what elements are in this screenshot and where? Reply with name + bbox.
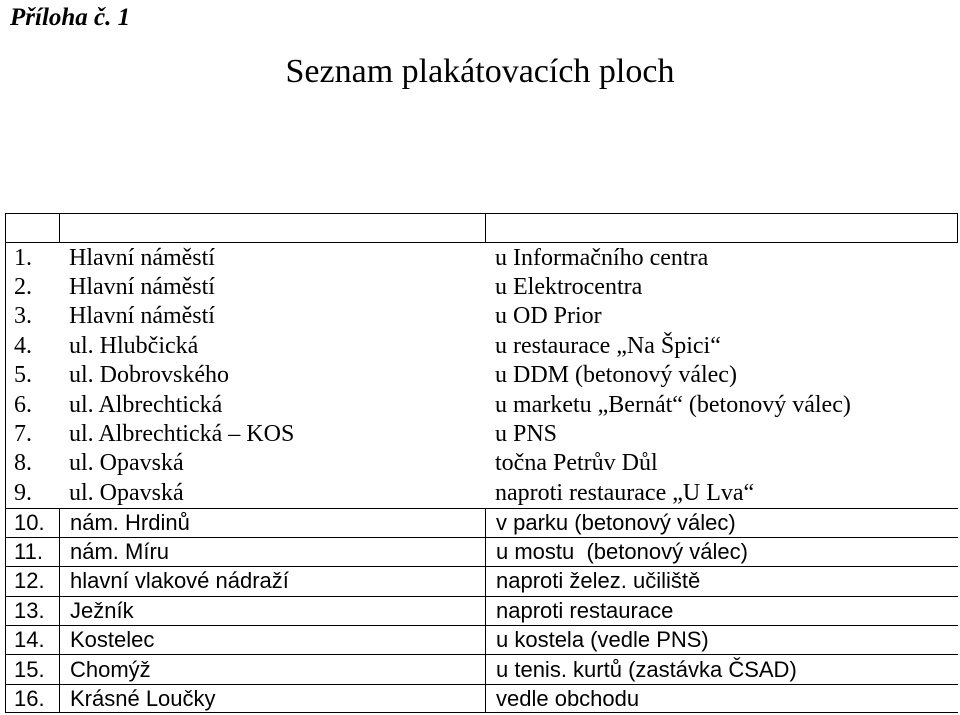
table-row [5, 508, 958, 537]
table-header-row [5, 213, 958, 243]
row-location: ul. Opavská [69, 479, 184, 506]
row-number: 3. [14, 303, 32, 330]
row-number: 2. [14, 274, 32, 301]
table-row [5, 684, 958, 713]
row-location: nám. Hrdinů [59, 509, 485, 537]
row-site: naproti restaurace „U Lva“ [495, 479, 755, 506]
row-site: u OD Prior [495, 303, 602, 330]
row-number: 10. [14, 509, 45, 535]
row-site: u Informačního centra [495, 244, 709, 271]
row-location: ul. Albrechtická [69, 391, 223, 418]
table-row [5, 419, 958, 448]
row-site: točna Petrův Důl [495, 450, 658, 477]
row-number: 12. [14, 568, 45, 594]
row-number: 6. [14, 391, 32, 418]
table-row [5, 331, 958, 360]
row-site: u kostela (vedle PNS) [485, 626, 958, 654]
row-site: u mostu (betonový válec) [485, 538, 958, 566]
row-location: Hlavní náměstí [69, 274, 215, 301]
table-row [5, 272, 958, 301]
table-row [5, 537, 958, 566]
row-number: 8. [14, 450, 32, 477]
row-number: 14. [14, 627, 45, 653]
row-number: 15. [14, 656, 45, 682]
table-row [5, 596, 958, 625]
header-cell-number [6, 214, 59, 242]
row-location: Krásné Loučky [59, 685, 485, 712]
table-row [5, 390, 958, 419]
row-site: vedle obchodu [485, 685, 958, 712]
row-location: Ježník [59, 597, 485, 625]
table-row [5, 449, 958, 478]
row-site: u Elektrocentra [495, 274, 643, 301]
table-row [5, 654, 958, 683]
row-location: Chomýž [59, 655, 485, 683]
row-location: Kostelec [59, 626, 485, 654]
row-site: naproti restaurace [485, 597, 958, 625]
row-location: nám. Míru [59, 538, 485, 566]
table-row [5, 243, 958, 272]
row-number: 4. [14, 332, 32, 359]
billboard-table [5, 213, 958, 713]
row-number: 1. [14, 244, 32, 271]
row-number: 16. [14, 685, 45, 711]
row-location: Hlavní náměstí [69, 244, 215, 271]
header-cell-location [59, 214, 485, 242]
row-site: u tenis. kurtů (zastávka ČSAD) [485, 655, 958, 683]
row-location: ul. Dobrovského [69, 362, 229, 389]
row-number: 9. [14, 479, 32, 506]
annex-label: Příloha č. 1 [10, 4, 131, 31]
table-row [5, 625, 958, 654]
row-number: 5. [14, 362, 32, 389]
row-number: 7. [14, 421, 32, 448]
row-location: Hlavní náměstí [69, 303, 215, 330]
table-row [5, 566, 958, 595]
row-location: ul. Hlubčická [69, 332, 199, 359]
row-number: 11. [14, 539, 43, 565]
row-site: u marketu „Bernát“ (betonový válec) [495, 391, 851, 418]
row-location: ul. Opavská [69, 450, 184, 477]
table-row [5, 361, 958, 390]
row-location: hlavní vlakové nádraží [59, 567, 485, 595]
header-cell-site [485, 214, 957, 242]
row-site: naproti želez. učiliště [485, 567, 958, 595]
row-number: 13. [14, 597, 45, 623]
document-title: Seznam plakátovacích ploch [285, 53, 675, 90]
row-location: ul. Albrechtická – KOS [69, 421, 295, 448]
row-site: u PNS [495, 421, 558, 448]
row-site: v parku (betonový válec) [485, 509, 958, 537]
row-site: u restaurace „Na Špici“ [495, 332, 721, 359]
table-row [5, 302, 958, 331]
table-row [5, 478, 958, 507]
row-site: u DDM (betonový válec) [495, 362, 737, 389]
